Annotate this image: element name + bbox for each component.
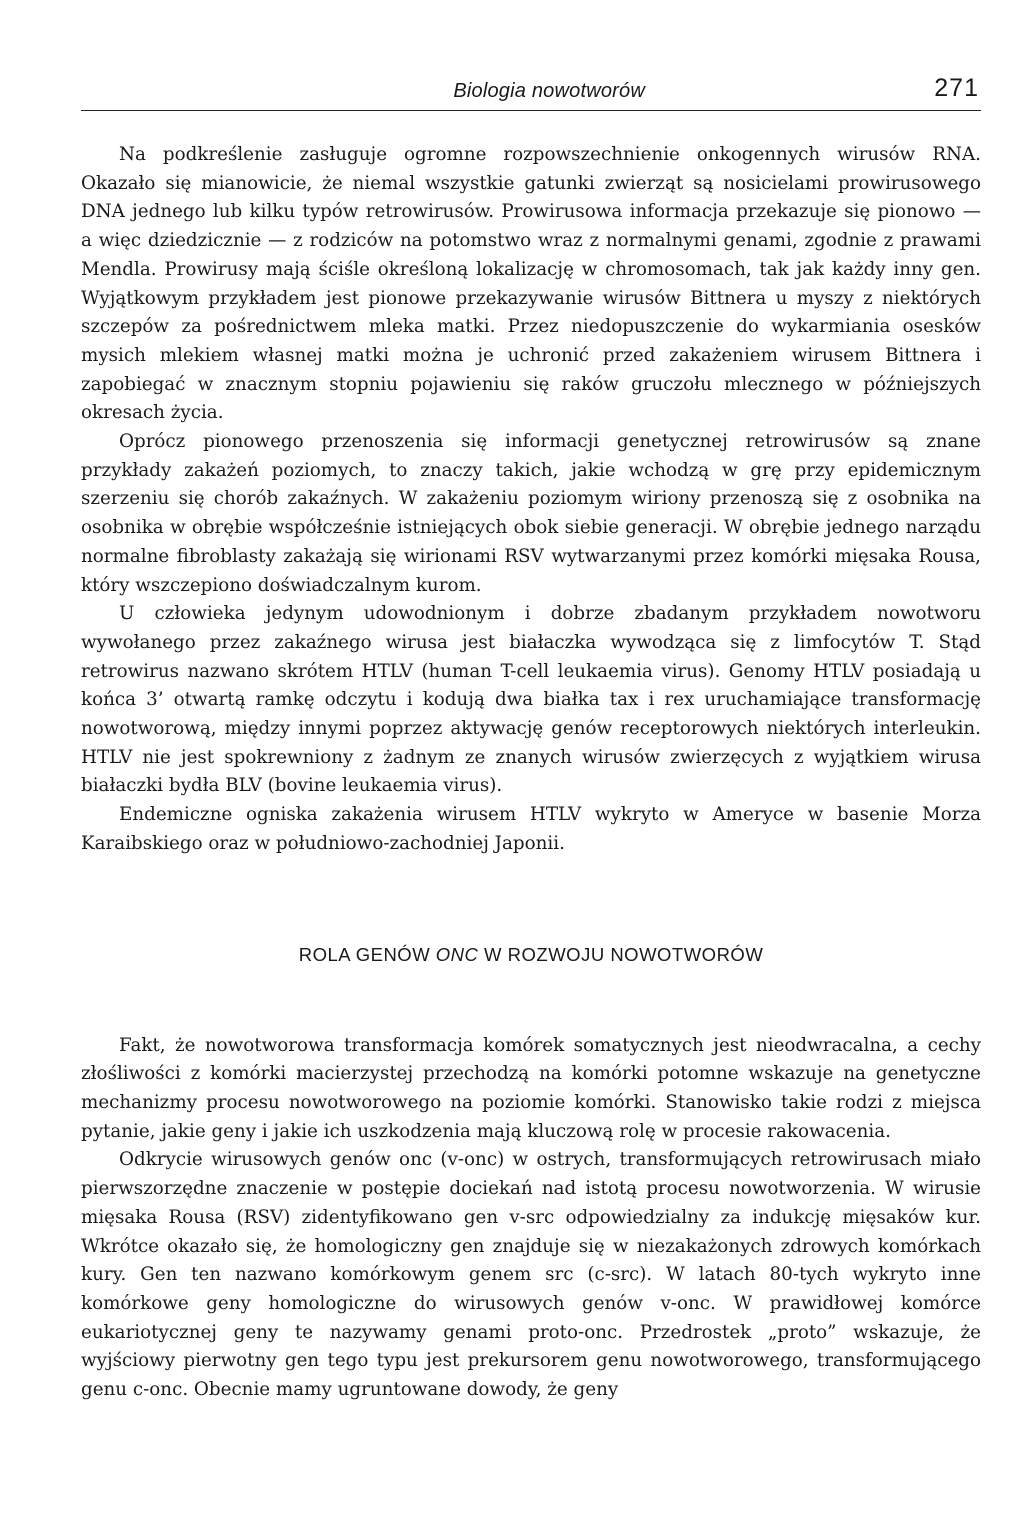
paragraph: U człowieka jedynym udowodnionym i dobrze zbadanym przykładem nowotworu wywołanego przez zakaźnego wirusa jest białaczka wywodząca się z limfocytów T. Stąd retrowirus nazwano skrótem HTLV (human T-cell leukaemia virus). Genomy HTLV posiadają u końca 3’ otwartą ramkę odczytu i kodują dwa białka tax i rex uruchamiające transformację nowotworową, między innymi poprzez aktywację genów receptorowych niektórych interleukin. HTLV nie jest spokrewniony z żadnym ze znanych wirusów zwierzęcych z wyjątkiem wirusa białaczki bydła BLV (bovine leukaemia virus). — [81, 603, 981, 797]
paragraph: Fakt, że nowotworowa transformacja komórek somatycznych jest nieodwracalna, a cechy złośliwości z komórki macierzystej przechodzą na komórki potomne wskazuje na genetyczne mechanizmy procesu nowotworowego na poziomie komórki. Stanowisko takie rodzi z miejsca pytanie, jakie geny i jakie ich uszkodzenia mają kluczową rolę w procesie rakowacenia. — [81, 1034, 981, 1142]
section-heading-suffix: W ROZWOJU NOWOTWORÓW — [478, 943, 764, 965]
paragraph: Oprócz pionowego przenoszenia się informacji genetycznej retrowirusów są znane przykłady zakażeń poziomych, to znaczy takich, jakie wchodzą w grę przy epidemicznym szerzeniu się chorób zakaźnych. W zakażeniu poziomym wiriony przenoszą się z osobnika na osobnika w obrębie współcześnie istniejących obok siebie generacji. W obrębie jednego narządu normalne fibroblasty zakażają się wirionami RSV wytwarzanymi przez komórki mięsaka Rousa, który wszczepiono doświadczalnym kurom. — [81, 431, 981, 596]
paragraph: Na podkreślenie zasługuje ogromne rozpowszechnienie onkogennych wirusów RNA. Okazało się mianowicie, że niemal wszystkie gatunki zwierząt są nosicielami prowirusowego DNA jednego lub kilku typów retrowirusów. Prowirusowa informacja przekazuje się pionowo — a więc dziedzicznie — z rodziców na potomstwo wraz z normalnymi genami, zgodnie z prawami Mendla. Prowirusy mają ściśle określoną lokalizację w chromosomach, tak jak każdy inny gen. Wyjątkowym przykładem jest pionowe przekazywanie wirusów Bittnera u myszy z niektórych szczepów za pośrednictwem mleka matki. Przez niedopuszczenie do wykarmiania osesków mysich mlekiem własnej matki można je uchronić przed zakażeniem wirusem Bittnera i zapobiegać w znacznym stopniu pojawieniu się raków gruczołu mlecznego w późniejszych okresach życia. — [81, 144, 981, 424]
paragraph: Endemiczne ogniska zakażenia wirusem HTLV wykryto w Ameryce w basenie Morza Karaibskiego oraz w południowo-zachodniej Japonii. — [81, 804, 981, 854]
section-heading-prefix: ROLA GENÓW — [298, 943, 436, 965]
page-number: 271 — [934, 74, 979, 102]
running-title: Biologia nowotworów — [453, 80, 645, 102]
running-header — [81, 74, 981, 111]
book-page — [81, 74, 981, 1405]
body-text — [81, 141, 981, 1405]
section-heading-italic-term: ONC — [435, 943, 479, 965]
section-heading — [81, 944, 981, 966]
paragraph: Odkrycie wirusowych genów onc (v-onc) w ostrych, transformujących retrowirusach miało pierwszorzędne znaczenie w postępie dociekań nad istotą procesu nowotworzenia. W wirusie mięsaka Rousa (RSV) zidentyfikowano gen v-src odpowiedzialny za indukcję mięsaków kur. Wkrótce okazało się, że homologiczny gen znajduje się w niezakażonych zdrowych komórkach kury. Gen ten nazwano komórkowym genem src (c-src). W latach 80-tych wykryto inne komórkowe geny homologiczne do wirusowych genów v-onc. W prawidłowej komórce eukariotycznej geny te nazywamy genami proto-onc. Przedrostek „proto” wskazuje, że wyjściowy pierwotny gen tego typu jest prekursorem genu nowotworowego, transformującego genu c-onc. Obecnie mamy ugruntowane dowody, że geny — [81, 1149, 981, 1401]
